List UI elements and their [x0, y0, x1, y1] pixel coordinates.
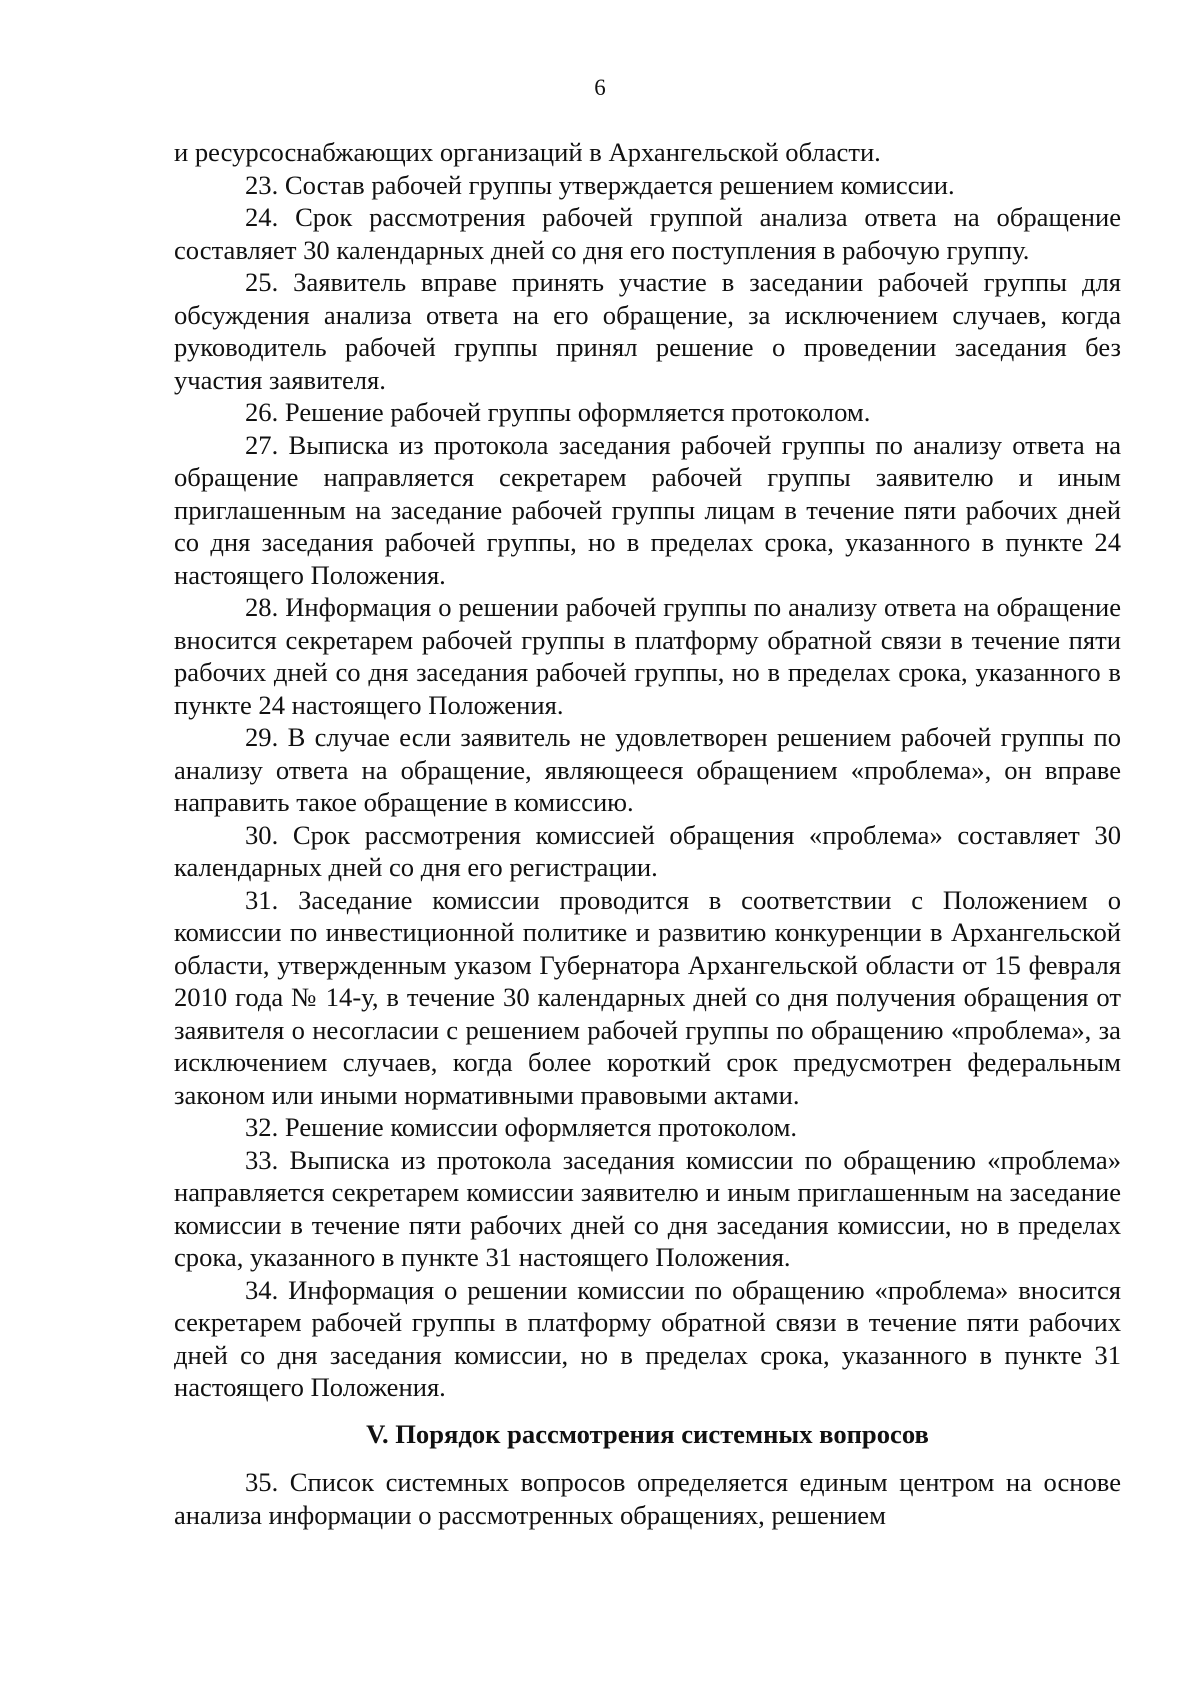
- paragraph-29: 29. В случае если заявитель не удовлетворен решением рабочей группы по анализу ответа на обращение, являющееся обращением «проблема», он вправе направить такое обращение в комиссию.: [174, 722, 1121, 817]
- paragraph-continuation: и ресурсоснабжающих организаций в Архангельской области.: [174, 137, 881, 167]
- paragraph-33: 33. Выписка из протокола заседания комиссии по обращению «проблема» направляется секретарем комиссии заявителю и иным приглашенным на заседание комиссии в течение пяти рабочих дней со дня заседания комиссии, но в пределах срока, указанного в пункте 31 настоящего Положения.: [174, 1144, 1121, 1272]
- paragraph-24: 24. Срок рассмотрения рабочей группой анализа ответа на обращение составляет 30 календарных дней со дня его поступления в рабочую группу.: [174, 202, 1121, 265]
- document-body: [174, 136, 1121, 1531]
- paragraph-30: 30. Срок рассмотрения комиссией обращения «проблема» составляет 30 календарных дней со дня его регистрации.: [174, 819, 1121, 882]
- section-heading: V. Порядок рассмотрения системных вопросов: [366, 1418, 929, 1449]
- paragraph-27: 27. Выписка из протокола заседания рабочей группы по анализу ответа на обращение направляется секретарем рабочей группы заявителю и иным приглашенным на заседание рабочей группы лицам в течение пяти рабочих дней со дня заседания рабочей группы, но в пределах срока, указанного в пункте 24 настоящего Положения.: [174, 429, 1121, 590]
- paragraph-35: 35. Список системных вопросов определяется единым центром на основе анализа информации о рассмотренных обращениях, решением: [174, 1467, 1121, 1530]
- paragraph-26: 26. Решение рабочей группы оформляется протоколом.: [245, 397, 871, 427]
- paragraph-28: 28. Информация о решении рабочей группы по анализу ответа на обращение вносится секретарем рабочей группы в платформу обратной связи в течение пяти рабочих дней со дня заседания рабочей группы, но в пределах срока, указанного в пункте 24 настоящего Положения.: [174, 592, 1121, 720]
- paragraph-23: 23. Состав рабочей группы утверждается решением комиссии.: [245, 169, 955, 200]
- paragraph-32: 32. Решение комиссии оформляется протоколом.: [245, 1112, 798, 1142]
- paragraph-25: 25. Заявитель вправе принять участие в заседании рабочей группы для обсуждения анализа ответа на его обращение, за исключением случаев, когда руководитель рабочей группы принял решение о проведении заседания без участия заявителя.: [174, 267, 1121, 395]
- paragraph-34: 34. Информация о решении комиссии по обращению «проблема» вносится секретарем рабочей группы в платформу обратной связи в течение пяти рабочих дней со дня заседания комиссии, но в пределах срока, указанного в пункте 31 настоящего Положения.: [174, 1274, 1121, 1402]
- page-number: 6: [594, 75, 606, 100]
- paragraph-31: 31. Заседание комиссии проводится в соответствии с Положением о комиссии по инвестиционной политике и развитию конкуренции в Архангельской области, утвержденным указом Губернатора Архангельской области от 15 февраля 2010 года № 14-у, в течение 30 календарных дней со дня получения обращения от заявителя о несогласии с решением рабочей группы по обращению «проблема», за исключением случаев, когда более короткий срок предусмотрен федеральным законом или иными нормативными правовыми актами.: [174, 884, 1121, 1110]
